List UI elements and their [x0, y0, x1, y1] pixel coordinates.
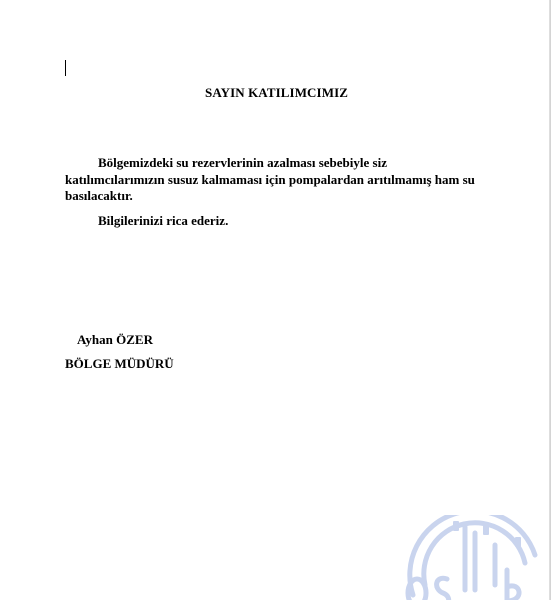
body-paragraph-1: Bölgemizdeki su rezervlerinin azalması sebebiyle siz katılımcılarımızın susuz kalmaması için pompalardan arıtılmamış ham su basılacaktır.	[65, 155, 475, 203]
signer-name: Ayhan ÖZER	[77, 332, 153, 347]
body-paragraph-2: Bilgilerinizi rica ederiz.	[98, 213, 229, 228]
signer-title: BÖLGE MÜDÜRÜ	[65, 356, 174, 371]
text-cursor	[65, 60, 66, 76]
document-title: SAYIN KATILIMCIMIZ	[204, 85, 349, 100]
page-edge	[549, 0, 551, 600]
osb-logo-icon	[395, 515, 553, 600]
